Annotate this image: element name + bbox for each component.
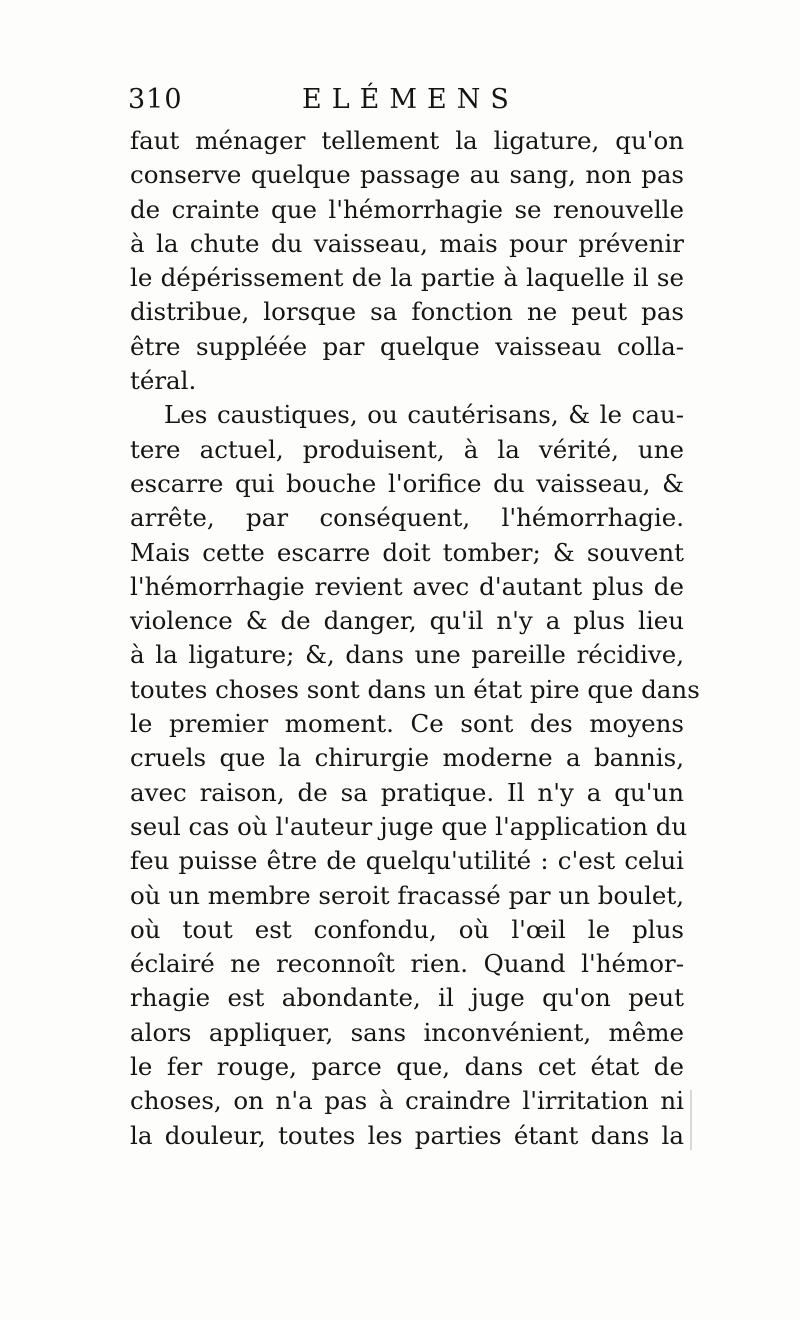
text-line: Les caustiques, ou cautérisans, & le cau-: [164, 400, 684, 430]
text-line: être suppléée par quelque vaisseau colla-: [130, 331, 684, 361]
text-line: le fer rouge, parce que, dans cet état de: [130, 1052, 684, 1082]
text-line: à la chute du vaisseau, mais pour prévenir: [130, 228, 684, 258]
text-line: toutes choses sont dans un état pire que dans: [130, 674, 700, 704]
page-number: 310: [128, 84, 183, 115]
running-head: ELÉMENS: [302, 84, 519, 115]
text-line: choses, on n'a pas à craindre l'irritation ni: [130, 1086, 684, 1116]
text-line: conserve quelque passage au sang, non pas: [130, 160, 684, 190]
text-line: l'hémorrhagie revient avec d'autant plus de: [130, 571, 684, 601]
paragraph-1: [112, 124, 692, 398]
text-line: rhagie est abondante, il juge qu'on peut: [130, 983, 684, 1013]
text-line: à la ligature; &, dans une pareille récidive,: [130, 640, 684, 670]
paragraph-2: [112, 398, 700, 1153]
text-line: distribue, lorsque sa fonction ne peut pas: [130, 297, 684, 327]
text-line: de crainte que l'hémorrhagie se renouvelle: [130, 194, 684, 224]
text-line: arrête, par conséquent, l'hémorrhagie.: [130, 503, 684, 533]
text-line: avec raison, de sa pratique. Il n'y a qu'un: [130, 777, 684, 807]
text-line: téral.: [130, 366, 197, 396]
text-line: escarre qui bouche l'orifice du vaisseau, &: [130, 468, 684, 498]
text-line: le dépérissement de la partie à laquelle il se: [130, 263, 684, 293]
text-line: la douleur, toutes les parties étant dans la: [130, 1120, 684, 1150]
page-header: [112, 76, 692, 124]
page-edge-mark: [690, 1090, 692, 1150]
text-line: Mais cette escarre doit tomber; & souvent: [130, 537, 684, 567]
text-line: éclairé ne reconnoît rien. Quand l'hémor-: [130, 949, 684, 979]
text-line: alors appliquer, sans inconvénient, même: [130, 1017, 684, 1047]
page-text-block: [112, 76, 700, 1153]
text-line: cruels que la chirurgie moderne a bannis,: [130, 743, 684, 773]
text-line: le premier moment. Ce sont des moyens: [130, 709, 684, 739]
text-line: faut ménager tellement la ligature, qu'on: [130, 126, 684, 155]
text-line: seul cas où l'auteur juge que l'application du: [130, 811, 688, 841]
text-line: tere actuel, produisent, à la vérité, une: [130, 434, 684, 464]
text-line: où un membre seroit fracassé par un boulet,: [130, 880, 684, 910]
text-line: feu puisse être de quelqu'utilité : c'est celui: [130, 846, 684, 876]
text-line: violence & de danger, qu'il n'y a plus lieu: [130, 606, 684, 636]
text-line: où tout est confondu, où l'œil le plus: [130, 914, 684, 944]
